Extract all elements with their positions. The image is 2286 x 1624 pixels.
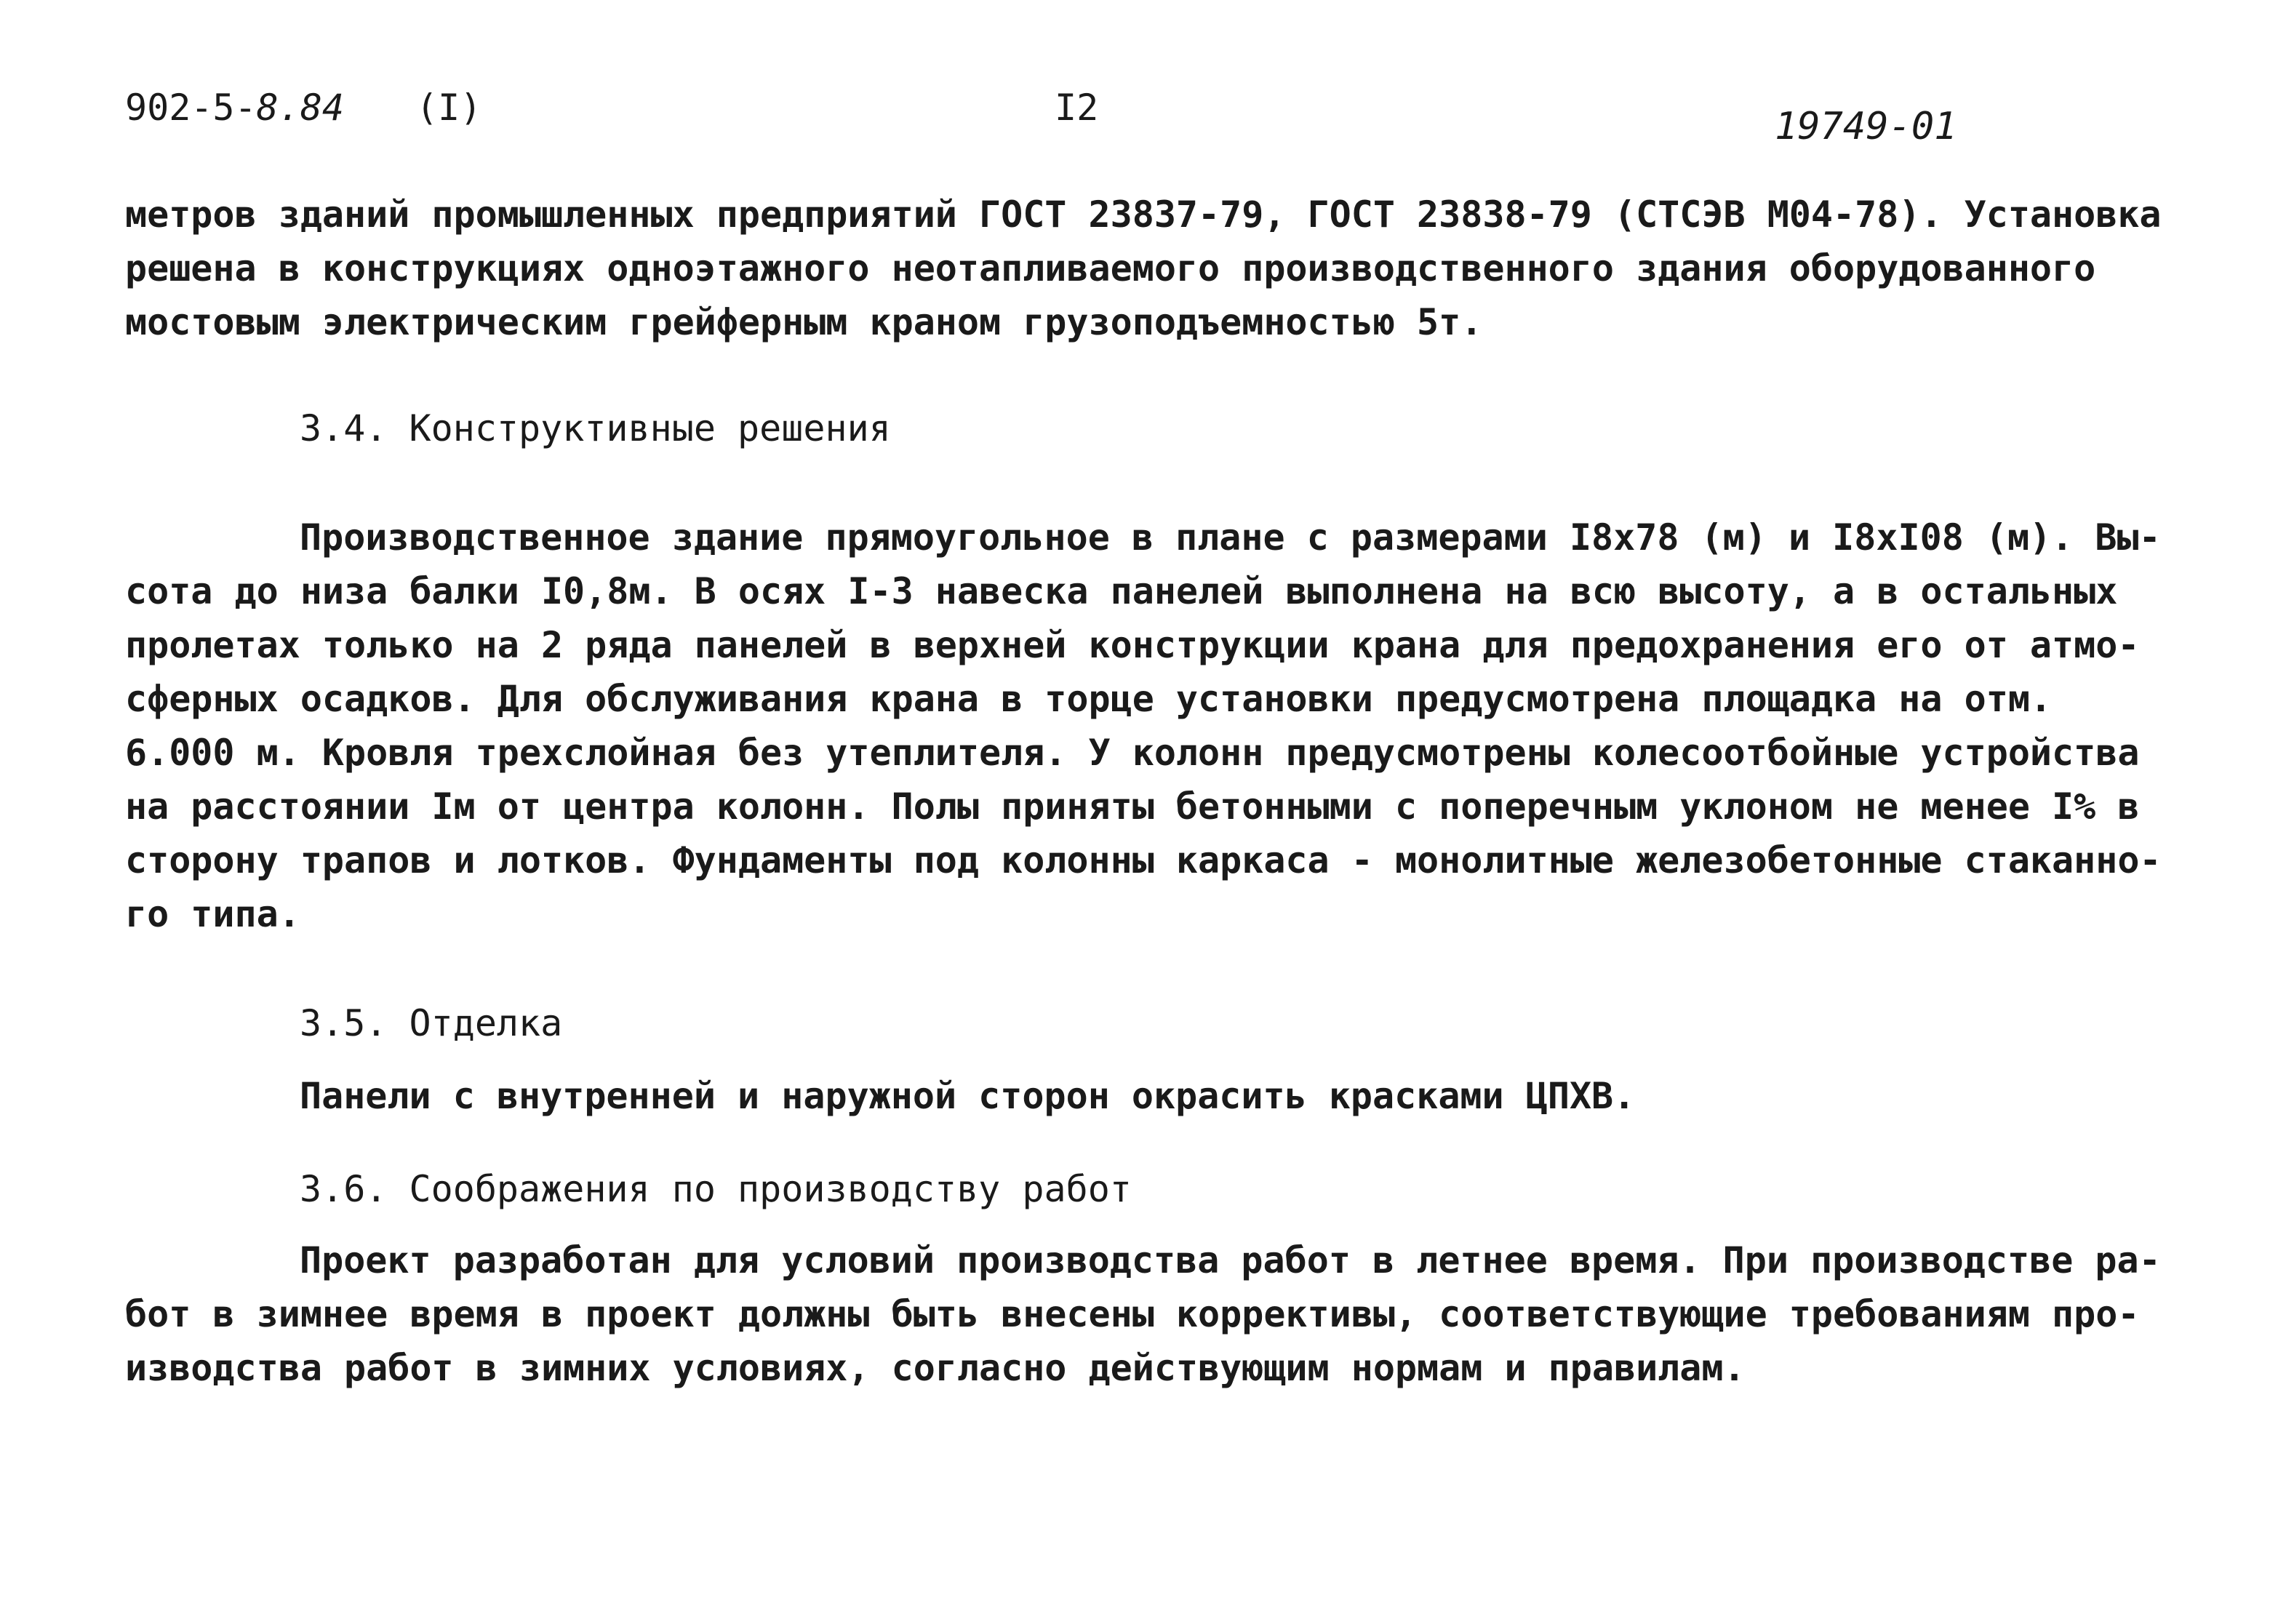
document-part: (I): [416, 87, 482, 129]
text-line: 6.000 м. Кровля трехслойная без утеплителя. У колонн предусмотрены колесоотбойные устройства: [125, 732, 2140, 774]
text-line: Панели с внутренней и наружной сторон окрасить красками ЦПХВ.: [300, 1075, 1636, 1117]
text-line: сферных осадков. Для обслуживания крана в торце установки предусмотрена площадка на отм.: [125, 678, 2053, 720]
text-line: бот в зимнее время в проект должны быть внесены коррективы, соответствующие требованиям про-: [125, 1293, 2140, 1335]
page-number: I2: [1055, 87, 1099, 129]
section-heading-3-5: 3.5. Отделка: [300, 1002, 563, 1044]
document-code: 902-5-8.84: [125, 87, 345, 129]
paragraph-intro: [125, 188, 2188, 349]
section-heading-3-6: 3.6. Соображения по производству работ: [300, 1168, 1132, 1210]
paragraph-construction: [125, 511, 2188, 941]
text-line: пролетах только на 2 ряда панелей в верхней конструкции крана для предохранения его от атмо-: [125, 624, 2140, 666]
text-line: решена в конструкциях одноэтажного неотапливаемого производственного здания оборудованного: [125, 247, 2096, 289]
section-heading-3-4: 3.4. Конструктивные решения: [300, 407, 891, 449]
text-line: го типа.: [125, 893, 300, 935]
document-code-handwritten: 8.84: [256, 87, 345, 129]
text-line: мостовым электрическим грейферным краном грузоподъемностью 5т.: [125, 301, 1483, 343]
paragraph-finishing: [125, 1069, 2188, 1123]
text-line: сторону трапов и лотков. Фундаменты под колонны каркаса - монолитные железобетонные стаканно-: [125, 839, 2162, 881]
text-line: изводства работ в зимних условиях, согласно действующим нормам и правилам.: [125, 1347, 1746, 1389]
paragraph-works: [125, 1233, 2188, 1395]
inventory-number: 19749-01: [1775, 105, 1957, 148]
text-line: метров зданий промышленных предприятий ГОСТ 23837-79, ГОСТ 23838-79 (СТСЭВ М04-78). Установка: [125, 193, 2162, 236]
text-line: сота до низа балки I0,8м. В осях I-3 навеска панелей выполнена на всю высоту, а в остальных: [125, 570, 2118, 612]
text-line: Производственное здание прямоугольное в плане с размерами I8х78 (м) и I8хI08 (м). Вы-: [300, 516, 2161, 559]
text-line: Проект разработан для условий производства работ в летнее время. При производстве ра-: [300, 1239, 2161, 1281]
text-line: на расстоянии Iм от центра колонн. Полы приняты бетонными с поперечным уклоном не менее I% в: [125, 785, 2140, 828]
